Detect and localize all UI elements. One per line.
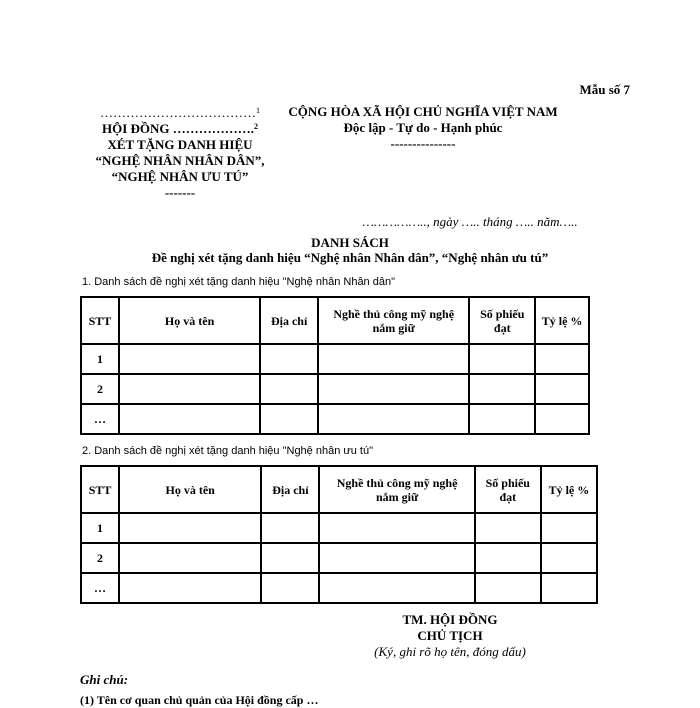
footnote-1-marker: 1 bbox=[256, 106, 260, 115]
council-header bbox=[70, 105, 290, 201]
row-number: 1 bbox=[81, 344, 119, 374]
form-number: Mẫu số 7 bbox=[579, 82, 630, 97]
country-name: CỘNG HÒA XÃ HỘI CHỦ NGHĨA VIỆT NAM bbox=[288, 104, 558, 119]
agency-line: ………………………………$^1$ bbox=[100, 105, 260, 120]
table-cell bbox=[475, 543, 541, 573]
list-title: DANH SÁCH bbox=[311, 235, 389, 250]
column-header: STT bbox=[81, 297, 119, 344]
section-2-table bbox=[80, 465, 598, 604]
table-row bbox=[81, 543, 597, 573]
table-cell bbox=[318, 344, 469, 374]
table-row bbox=[81, 404, 589, 434]
council-name-line: HỘI ĐỒNG ……………….$^2$ bbox=[101, 121, 259, 136]
table-header-row bbox=[81, 466, 597, 513]
table-cell bbox=[119, 374, 260, 404]
list-subtitle: Đề nghị xét tặng danh hiệu “Nghệ nhân Nhân dân”, “Nghệ nhân ưu tú” bbox=[151, 250, 549, 265]
table-cell bbox=[475, 573, 541, 603]
table-cell bbox=[119, 513, 261, 543]
row-number: 1 bbox=[81, 513, 119, 543]
table-cell bbox=[319, 513, 474, 543]
table-row bbox=[81, 344, 589, 374]
table-row bbox=[81, 374, 589, 404]
council-divider: ------- bbox=[164, 185, 196, 200]
column-header: Tỷ lệ % bbox=[541, 466, 597, 513]
column-header: Nghề thủ công mỹ nghệ nắm giữ bbox=[319, 466, 474, 513]
table-cell bbox=[319, 573, 474, 603]
column-header: Số phiếu đạt bbox=[475, 466, 541, 513]
table-cell bbox=[318, 404, 469, 434]
signature-line-2: CHỦ TỊCH bbox=[417, 628, 483, 643]
table-cell bbox=[261, 543, 319, 573]
council-title-line-3: “NGHỆ NHÂN ƯU TÚ” bbox=[111, 169, 249, 184]
national-header bbox=[268, 104, 578, 152]
council-title-line-1: XÉT TẶNG DANH HIỆU bbox=[107, 137, 253, 152]
council-title-line-2: “NGHỆ NHÂN NHÂN DÂN”, bbox=[95, 153, 265, 168]
column-header: Nghề thủ công mỹ nghệ nắm giữ bbox=[318, 297, 469, 344]
table-cell bbox=[535, 344, 589, 374]
national-divider: --------------- bbox=[390, 136, 456, 151]
row-number: … bbox=[81, 573, 119, 603]
table-cell bbox=[261, 513, 319, 543]
column-header: Địa chỉ bbox=[261, 466, 319, 513]
row-number: … bbox=[81, 404, 119, 434]
notes-label: Ghi chú: bbox=[80, 672, 129, 687]
column-header: Số phiếu đạt bbox=[469, 297, 535, 344]
motto: Độc lập - Tự do - Hạnh phúc bbox=[343, 120, 503, 135]
column-header: Địa chỉ bbox=[260, 297, 318, 344]
table-cell bbox=[535, 404, 589, 434]
column-header: Họ và tên bbox=[119, 466, 261, 513]
table-cell bbox=[260, 374, 318, 404]
table-cell bbox=[541, 513, 597, 543]
table-cell bbox=[119, 543, 261, 573]
section-1-table bbox=[80, 296, 590, 435]
table-cell bbox=[475, 513, 541, 543]
column-header: STT bbox=[81, 466, 119, 513]
section-1-heading: 1. Danh sách đề nghị xét tặng danh hiệu "Nghệ nhân Nhân dân" bbox=[82, 276, 395, 288]
row-number: 2 bbox=[81, 374, 119, 404]
section-2-heading: 2. Danh sách đề nghị xét tặng danh hiệu "Nghệ nhân ưu tú" bbox=[82, 445, 373, 457]
table-row bbox=[81, 573, 597, 603]
notes-line-1: (1) Tên cơ quan chủ quản của Hội đồng cấp … bbox=[80, 693, 319, 707]
footnote-2-marker: 2 bbox=[254, 122, 259, 131]
table-header-row bbox=[81, 297, 589, 344]
date-line: …………….., ngày ….. tháng ….. năm….. bbox=[362, 214, 578, 229]
signature-line-1: TM. HỘI ĐỒNG bbox=[402, 612, 498, 627]
table-cell bbox=[260, 404, 318, 434]
table-cell bbox=[261, 573, 319, 603]
table-cell bbox=[119, 404, 260, 434]
table-cell bbox=[535, 374, 589, 404]
column-header: Họ và tên bbox=[119, 297, 260, 344]
table-cell bbox=[260, 344, 318, 374]
table-cell bbox=[469, 344, 535, 374]
table-cell bbox=[469, 374, 535, 404]
list-title-block bbox=[100, 235, 600, 265]
table-cell bbox=[119, 573, 261, 603]
signature-instruction: (Ký, ghi rõ họ tên, đóng dấu) bbox=[374, 644, 526, 659]
row-number: 2 bbox=[81, 543, 119, 573]
table-cell bbox=[541, 573, 597, 603]
table-cell bbox=[319, 543, 474, 573]
signature-block bbox=[350, 612, 550, 660]
table-cell bbox=[541, 543, 597, 573]
column-header: Tỷ lệ % bbox=[535, 297, 589, 344]
table-row bbox=[81, 513, 597, 543]
table-cell bbox=[119, 344, 260, 374]
table-cell bbox=[469, 404, 535, 434]
table-cell bbox=[318, 374, 469, 404]
